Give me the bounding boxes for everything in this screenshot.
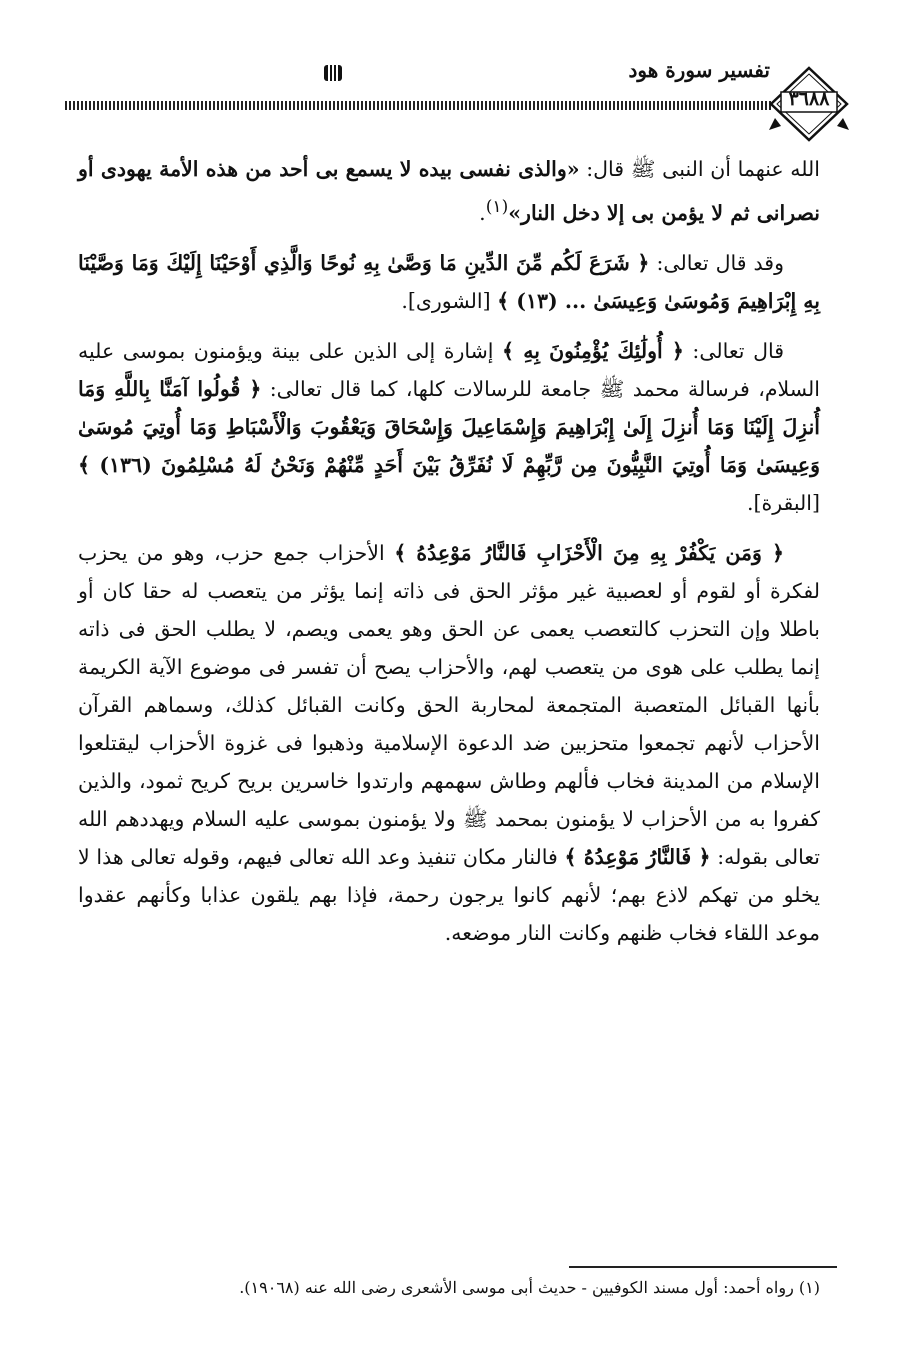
paragraph-2 (78, 244, 820, 320)
paragraph-4 (78, 534, 820, 952)
text-run: إشارة إلى الذين على بينة ويؤمنون بموسى عليه السلام، فرسالة محمد ﷺ جامعة للرسالات كلها، كما قال تعالى: (78, 338, 820, 401)
text-run: وقد قال تعالى: (649, 250, 785, 275)
text-run: قال تعالى: (683, 338, 785, 363)
body-text (78, 150, 820, 964)
footnote-rule (569, 1266, 837, 1268)
footnote-marker: (١) (485, 197, 509, 217)
quran-verse: ﴿ فَالنَّارُ مَوْعِدُهُ ﴾ (564, 844, 711, 869)
text-run: الأحزاب جمع حزب، وهو من يحزب لفكرة أو لقوم أو لعصبية غير مؤثر الحق فى ذاته إنما يؤثر من يتعصب له حقا كان أو باطلا وإن التحزب كالتعصب يعمى عن الحق وهو يعمى ويصم، لا يطلب الحق فى ذاته إنما يطلب على هوى من يتعصب لهم، والأحزاب يصح أن تفسر فى موضوع الآية الكريمة بأنها القبائل المتعصبة المتجمعة لمحاربة الحق وكانت القبائل كذلك، وسماهم القرآن الأحزاب لأنهم تجمعوا متحزبين ضد الدعوة الإسلامية وذهبوا فى غزوة الأحزاب ليقتلعوا الإسلام من المدينة فخاب فألهم وطاش سهمهم وارتدوا خاسرين بريح كريح ثمود، والذين كفروا به من الأحزاب لا يؤمنون بمحمد ﷺ ولا يؤمنون بموسى عليه السلام ويهددهم الله تعالى بقوله: (78, 540, 820, 869)
text-run: . (479, 200, 486, 225)
header-ornament-icon (322, 62, 344, 84)
footnote: (١) رواه أحمد: أول مسند الكوفيين - حديث أبى موسى الأشعرى رضى الله عنه (١٩٠٦٨). (239, 1278, 820, 1297)
paragraph-3 (78, 332, 820, 522)
text-run: فالنار مكان تنفيذ وعد الله تعالى فيهم، وقوله تعالى هذا لا يخلو من تهكم لاذع بهم؛ لأنهم كانوا يرجون رحمة، فإذا بهم يلقون عذابا وكأنهم عقدوا موعد اللقاء فخاب ظنهم وكانت النار موضعه. (78, 844, 820, 945)
page-number: ٣٦٨٨ (788, 88, 830, 110)
surah-reference: [الشورى]. (401, 288, 498, 313)
quran-verse: ﴿ وَمَن يَكْفُرْ بِهِ مِنَ الْأَحْزَابِ فَالنَّارُ مَوْعِدُهُ ﴾ (394, 540, 785, 565)
quran-verse: ﴿ قُولُوا آمَنَّا بِاللَّهِ وَمَا أُنزِلَ إِلَيْنَا وَمَا أُنزِلَ إِلَىٰ إِبْرَاهِيمَ وَإِسْمَاعِيلَ وَإِسْحَاقَ وَيَعْقُوبَ وَالْأَسْبَاطِ وَمَا أُوتِيَ مُوسَىٰ وَعِيسَىٰ وَمَا أُوتِيَ النَّبِيُّونَ مِن رَّبِّهِمْ لَا نُفَرِّقُ بَيْنَ أَحَدٍ مِّنْهُمْ وَنَحْنُ لَهُ مُسْلِمُونَ (١٣٦) ﴾ (78, 376, 820, 477)
text-run: الله عنهما أن النبى ﷺ قال: (579, 157, 821, 181)
running-title: تفسير سورة هود (628, 58, 770, 82)
header-rule (65, 101, 773, 110)
quran-verse: ﴿ أُولَٰئِكَ يُؤْمِنُونَ بِهِ ﴾ (502, 338, 684, 363)
paragraph-1 (78, 150, 820, 232)
hadith-quote: «والذى نفسى بيده لا يسمع بى أحد من هذه الأمة يهودى أو نصرانى ثم لا يؤمن بى إلا دخل النار» (78, 157, 820, 225)
quran-verse: ﴿ شَرَعَ لَكُم مِّنَ الدِّينِ مَا وَصَّىٰ بِهِ نُوحًا وَالَّذِي أَوْحَيْنَا إِلَيْكَ وَمَا وَصَّيْنَا بِهِ إِبْرَاهِيمَ وَمُوسَىٰ وَعِيسَىٰ ... (١٣) ﴾ (78, 250, 820, 313)
surah-reference: [البقرة]. (746, 490, 820, 515)
